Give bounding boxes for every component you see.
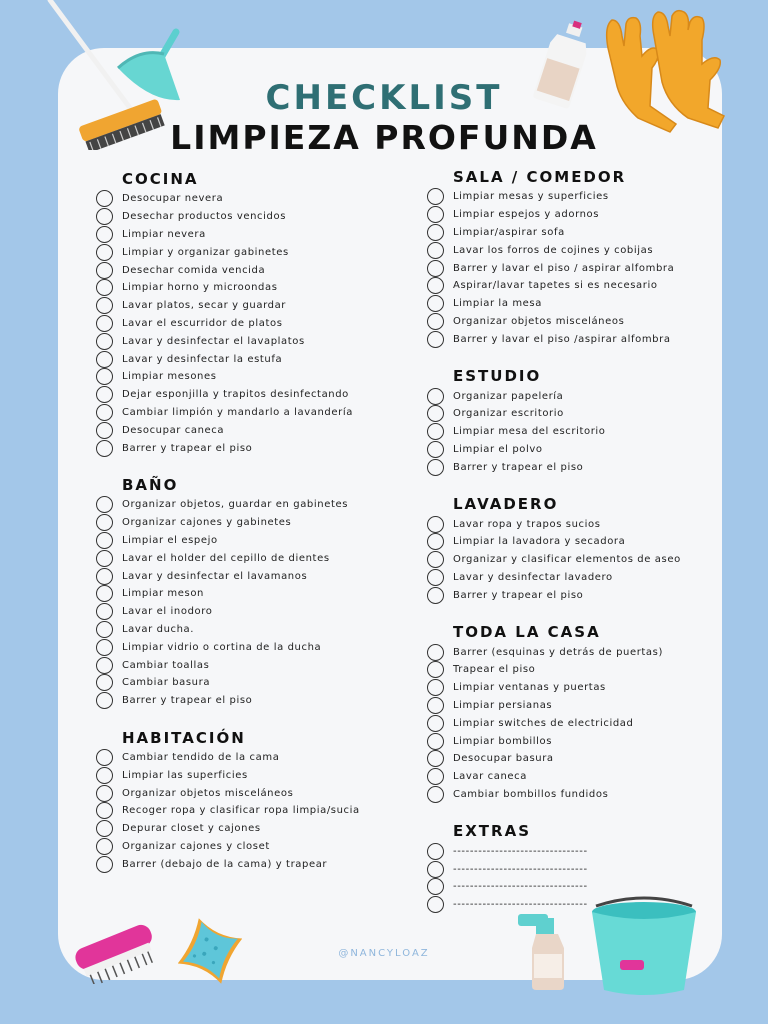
item-label: Limpiar y organizar gabinetes [122, 246, 289, 258]
checkbox[interactable] [427, 551, 444, 568]
checklist-item[interactable] [427, 586, 727, 604]
checkbox[interactable] [427, 459, 444, 476]
checkbox[interactable] [96, 692, 113, 709]
checkbox[interactable] [96, 190, 113, 207]
item-label: Trapear el piso [453, 664, 536, 676]
checklist-item[interactable] [427, 732, 727, 750]
section-bano [96, 474, 416, 710]
checkbox[interactable] [427, 423, 444, 440]
checkbox[interactable] [96, 262, 113, 279]
item-label: Limpiar ventanas y puertas [453, 682, 606, 694]
checkbox[interactable] [427, 441, 444, 458]
item-label: Organizar escritorio [453, 408, 564, 420]
checkbox[interactable] [427, 896, 444, 913]
item-label: Organizar cajones y gabinetes [122, 517, 292, 529]
item-label: Barrer y lavar el piso / aspirar alfombra [453, 262, 675, 274]
checkbox[interactable] [427, 206, 444, 223]
checkbox[interactable] [427, 224, 444, 241]
item-label: Limpiar/aspirar sofa [453, 226, 565, 238]
item-label: Organizar papelería [453, 390, 564, 402]
blank-line: -------------------------------- [453, 899, 588, 911]
checkbox[interactable] [96, 244, 113, 261]
checklist-item[interactable] [96, 749, 416, 767]
checklist-item[interactable] [427, 697, 727, 715]
checkbox[interactable] [427, 644, 444, 661]
checkbox[interactable] [96, 297, 113, 314]
item-label: Limpiar espejos y adornos [453, 209, 600, 221]
item-label: Lavar ropa y trapos sucios [453, 518, 601, 530]
checklist-item[interactable] [96, 404, 416, 422]
checkbox[interactable] [96, 404, 113, 421]
bucket-icon [582, 896, 708, 1000]
checklist-item[interactable] [96, 802, 416, 820]
item-label: Lavar caneca [453, 771, 527, 783]
checklist-item[interactable] [427, 878, 727, 896]
checkbox[interactable] [96, 333, 113, 350]
checkbox[interactable] [427, 295, 444, 312]
checkbox[interactable] [96, 749, 113, 766]
checklist-item[interactable] [96, 496, 416, 514]
section-title: ESTUDIO [453, 367, 542, 386]
checklist-item[interactable] [96, 261, 416, 279]
checklist-item[interactable] [96, 621, 416, 639]
blank-line: -------------------------------- [453, 881, 588, 893]
checkbox[interactable] [427, 188, 444, 205]
item-label: Limpiar horno y microondas [122, 282, 278, 294]
checklist-item[interactable] [96, 838, 416, 856]
checklist-item[interactable] [96, 855, 416, 873]
section-title: EXTRAS [453, 822, 532, 841]
checklist-item[interactable] [427, 768, 727, 786]
checkbox[interactable] [427, 661, 444, 678]
checklist-item[interactable] [96, 603, 416, 621]
checkbox[interactable] [96, 315, 113, 332]
item-label: Lavar y desinfectar lavadero [453, 571, 613, 583]
checkbox[interactable] [96, 550, 113, 567]
checkbox[interactable] [96, 838, 113, 855]
item-label: Limpiar el espejo [122, 534, 218, 546]
item-label: Limpiar nevera [122, 228, 206, 240]
item-label: Limpiar mesones [122, 371, 217, 383]
item-label: Cambiar basura [122, 677, 211, 689]
checklist-item[interactable] [96, 332, 416, 350]
checklist-item[interactable] [427, 458, 727, 476]
section-title: TODA LA CASA [453, 623, 601, 642]
item-label: Lavar los forros de cojines y cobijas [453, 244, 654, 256]
checklist-item[interactable] [96, 656, 416, 674]
item-label: Barrer y trapear el piso [122, 442, 253, 454]
item-label: Organizar cajones y closet [122, 840, 270, 852]
checklist-item[interactable] [427, 515, 727, 533]
item-label: Barrer (esquinas y detrás de puertas) [453, 646, 663, 658]
checkbox[interactable] [427, 878, 444, 895]
checkbox[interactable] [96, 368, 113, 385]
checklist-item[interactable] [96, 674, 416, 692]
checklist-item[interactable] [427, 441, 727, 459]
checkbox[interactable] [427, 569, 444, 586]
item-label: Cambiar limpión y mandarlo a lavandería [122, 406, 353, 418]
section-sala-comedor [427, 166, 727, 348]
section-title: SALA / COMEDOR [453, 168, 627, 186]
checklist-item[interactable] [427, 643, 727, 661]
item-label: Desocupar nevera [122, 193, 224, 205]
checkbox[interactable] [427, 715, 444, 732]
checklist-item[interactable] [96, 549, 416, 567]
checklist-item[interactable] [427, 679, 727, 697]
item-label: Barrer y trapear el piso [122, 695, 253, 707]
item-label: Lavar y desinfectar el lavamanos [122, 570, 308, 582]
checkbox[interactable] [96, 351, 113, 368]
checklist-item[interactable] [427, 259, 727, 277]
right-column [427, 166, 727, 931]
item-label: Barrer (debajo de la cama) y trapear [122, 858, 328, 870]
item-label: Desechar productos vencidos [122, 211, 286, 223]
checkbox[interactable] [427, 388, 444, 405]
checklist-item[interactable] [427, 206, 727, 224]
scrub-brush-icon [64, 912, 164, 984]
checkbox[interactable] [96, 386, 113, 403]
checkbox[interactable] [427, 733, 444, 750]
item-label: Desechar comida vencida [122, 264, 266, 276]
item-label: Lavar y desinfectar la estufa [122, 353, 283, 365]
section-title: LAVADERO [453, 495, 559, 514]
left-column [96, 168, 416, 890]
checkbox[interactable] [96, 657, 113, 674]
checklist-item[interactable] [427, 842, 727, 860]
item-label: Cambiar tendido de la cama [122, 751, 280, 763]
checkbox[interactable] [427, 533, 444, 550]
checkbox[interactable] [427, 786, 444, 803]
checklist-item[interactable] [96, 567, 416, 585]
checkbox[interactable] [96, 422, 113, 439]
section-habitacion [96, 727, 416, 874]
checkbox[interactable] [96, 603, 113, 620]
item-label: Organizar objetos misceláneos [453, 315, 625, 327]
checklist-item[interactable] [96, 439, 416, 457]
item-label: Limpiar la mesa [453, 298, 542, 310]
checklist-item[interactable] [427, 313, 727, 331]
item-label: Lavar el holder del cepillo de dientes [122, 552, 330, 564]
checkbox[interactable] [96, 856, 113, 873]
checklist-item[interactable] [96, 638, 416, 656]
checklist-item[interactable] [96, 692, 416, 710]
item-label: Depurar closet y cajones [122, 823, 261, 835]
checkbox[interactable] [427, 242, 444, 259]
item-label: Lavar y desinfectar el lavaplatos [122, 335, 305, 347]
checklist-item[interactable] [96, 532, 416, 550]
page-subtitle: LIMPIEZA PROFUNDA [170, 118, 598, 157]
item-label: Barrer y lavar el piso /aspirar alfombra [453, 333, 671, 345]
checkbox[interactable] [96, 785, 113, 802]
checkbox[interactable] [96, 585, 113, 602]
checklist-item[interactable] [427, 423, 727, 441]
checklist-item[interactable] [96, 585, 416, 603]
section-toda-la-casa [427, 621, 727, 803]
item-label: Organizar objetos, guardar en gabinetes [122, 499, 349, 511]
checkbox[interactable] [427, 331, 444, 348]
checklist-item[interactable] [96, 243, 416, 261]
checklist-item[interactable] [427, 295, 727, 313]
checkbox[interactable] [96, 568, 113, 585]
checkbox[interactable] [96, 514, 113, 531]
item-label: Limpiar las superficies [122, 769, 248, 781]
checklist-item[interactable] [96, 208, 416, 226]
item-label: Lavar el inodoro [122, 606, 213, 618]
item-label: Limpiar bombillos [453, 735, 553, 747]
checkbox[interactable] [427, 587, 444, 604]
checkbox[interactable] [96, 674, 113, 691]
checklist-item[interactable] [427, 241, 727, 259]
section-estudio [427, 365, 727, 476]
checklist-item[interactable] [96, 766, 416, 784]
checkbox[interactable] [427, 843, 444, 860]
footer-credit: @NANCYLOAZ [338, 948, 430, 959]
checklist-item[interactable] [427, 188, 727, 206]
checklist-item[interactable] [96, 350, 416, 368]
checklist-item[interactable] [96, 368, 416, 386]
checklist-item[interactable] [96, 226, 416, 244]
checklist-item[interactable] [427, 661, 727, 679]
item-label: Lavar ducha. [122, 623, 195, 635]
item-label: Limpiar switches de electricidad [453, 717, 634, 729]
checklist-item[interactable] [427, 224, 727, 242]
checklist-item[interactable] [427, 330, 727, 348]
page-title: CHECKLIST [265, 78, 503, 118]
item-label: Aspirar/lavar tapetes si es necesario [453, 280, 658, 292]
item-label: Recoger ropa y clasificar ropa limpia/sucia [122, 805, 360, 817]
checkbox[interactable] [427, 516, 444, 533]
checklist-item[interactable] [96, 820, 416, 838]
item-label: Organizar y clasificar elementos de aseo [453, 554, 681, 566]
checklist-item[interactable] [427, 786, 727, 804]
section-cocina [96, 168, 416, 457]
checklist-item[interactable] [427, 569, 727, 587]
checkbox[interactable] [96, 532, 113, 549]
checkbox[interactable] [427, 679, 444, 696]
checkbox[interactable] [427, 768, 444, 785]
checkbox[interactable] [427, 277, 444, 294]
checkbox[interactable] [96, 279, 113, 296]
checklist-item[interactable] [427, 533, 727, 551]
checkbox[interactable] [427, 313, 444, 330]
blank-line: -------------------------------- [453, 863, 588, 875]
checkbox[interactable] [96, 820, 113, 837]
checkbox[interactable] [427, 697, 444, 714]
checkbox[interactable] [96, 621, 113, 638]
item-label: Desocupar basura [453, 753, 554, 765]
checklist-item[interactable] [427, 405, 727, 423]
item-label: Dejar esponjilla y trapitos desinfectando [122, 389, 349, 401]
item-label: Limpiar mesa del escritorio [453, 426, 606, 438]
checklist-item[interactable] [96, 784, 416, 802]
checklist-item[interactable] [96, 315, 416, 333]
checkbox[interactable] [96, 802, 113, 819]
section-lavadero [427, 493, 727, 604]
blank-line: -------------------------------- [453, 845, 588, 857]
checkbox[interactable] [96, 208, 113, 225]
checkbox[interactable] [96, 767, 113, 784]
checklist-item[interactable] [96, 421, 416, 439]
item-label: Cambiar bombillos fundidos [453, 788, 609, 800]
item-label: Limpiar meson [122, 588, 204, 600]
checkbox[interactable] [427, 260, 444, 277]
item-label: Limpiar mesas y superficies [453, 191, 609, 203]
checkbox[interactable] [96, 226, 113, 243]
item-label: Limpiar persianas [453, 699, 553, 711]
checkbox[interactable] [427, 861, 444, 878]
section-title: BAÑO [122, 475, 179, 494]
checklist-item[interactable] [427, 750, 727, 768]
item-label: Barrer y trapear el piso [453, 461, 584, 473]
checklist-item[interactable] [427, 714, 727, 732]
checkbox[interactable] [96, 440, 113, 457]
section-title: COCINA [122, 170, 199, 188]
sponge-icon [178, 918, 242, 984]
item-label: Barrer y trapear el piso [453, 589, 584, 601]
checklist-item[interactable] [96, 297, 416, 315]
checklist-item[interactable] [96, 514, 416, 532]
item-label: Limpiar vidrio o cortina de la ducha [122, 641, 322, 653]
checkbox[interactable] [96, 639, 113, 656]
checklist-item[interactable] [427, 551, 727, 569]
checklist-item[interactable] [427, 387, 727, 405]
item-label: Limpiar el polvo [453, 443, 543, 455]
item-label: Desocupar caneca [122, 424, 225, 436]
checklist-item[interactable] [96, 190, 416, 208]
checkbox[interactable] [427, 750, 444, 767]
checklist-item[interactable] [427, 860, 727, 878]
checklist-item[interactable] [96, 279, 416, 297]
item-label: Limpiar la lavadora y secadora [453, 536, 626, 548]
checklist-item[interactable] [427, 277, 727, 295]
checkbox[interactable] [427, 405, 444, 422]
item-label: Lavar el escurridor de platos [122, 317, 283, 329]
item-label: Cambiar toallas [122, 659, 210, 671]
section-title: HABITACIÓN [122, 728, 246, 747]
checkbox[interactable] [96, 496, 113, 513]
item-label: Organizar objetos misceláneos [122, 787, 294, 799]
spray-bottle-icon [512, 908, 582, 992]
checklist-item[interactable] [96, 386, 416, 404]
item-label: Lavar platos, secar y guardar [122, 300, 287, 312]
